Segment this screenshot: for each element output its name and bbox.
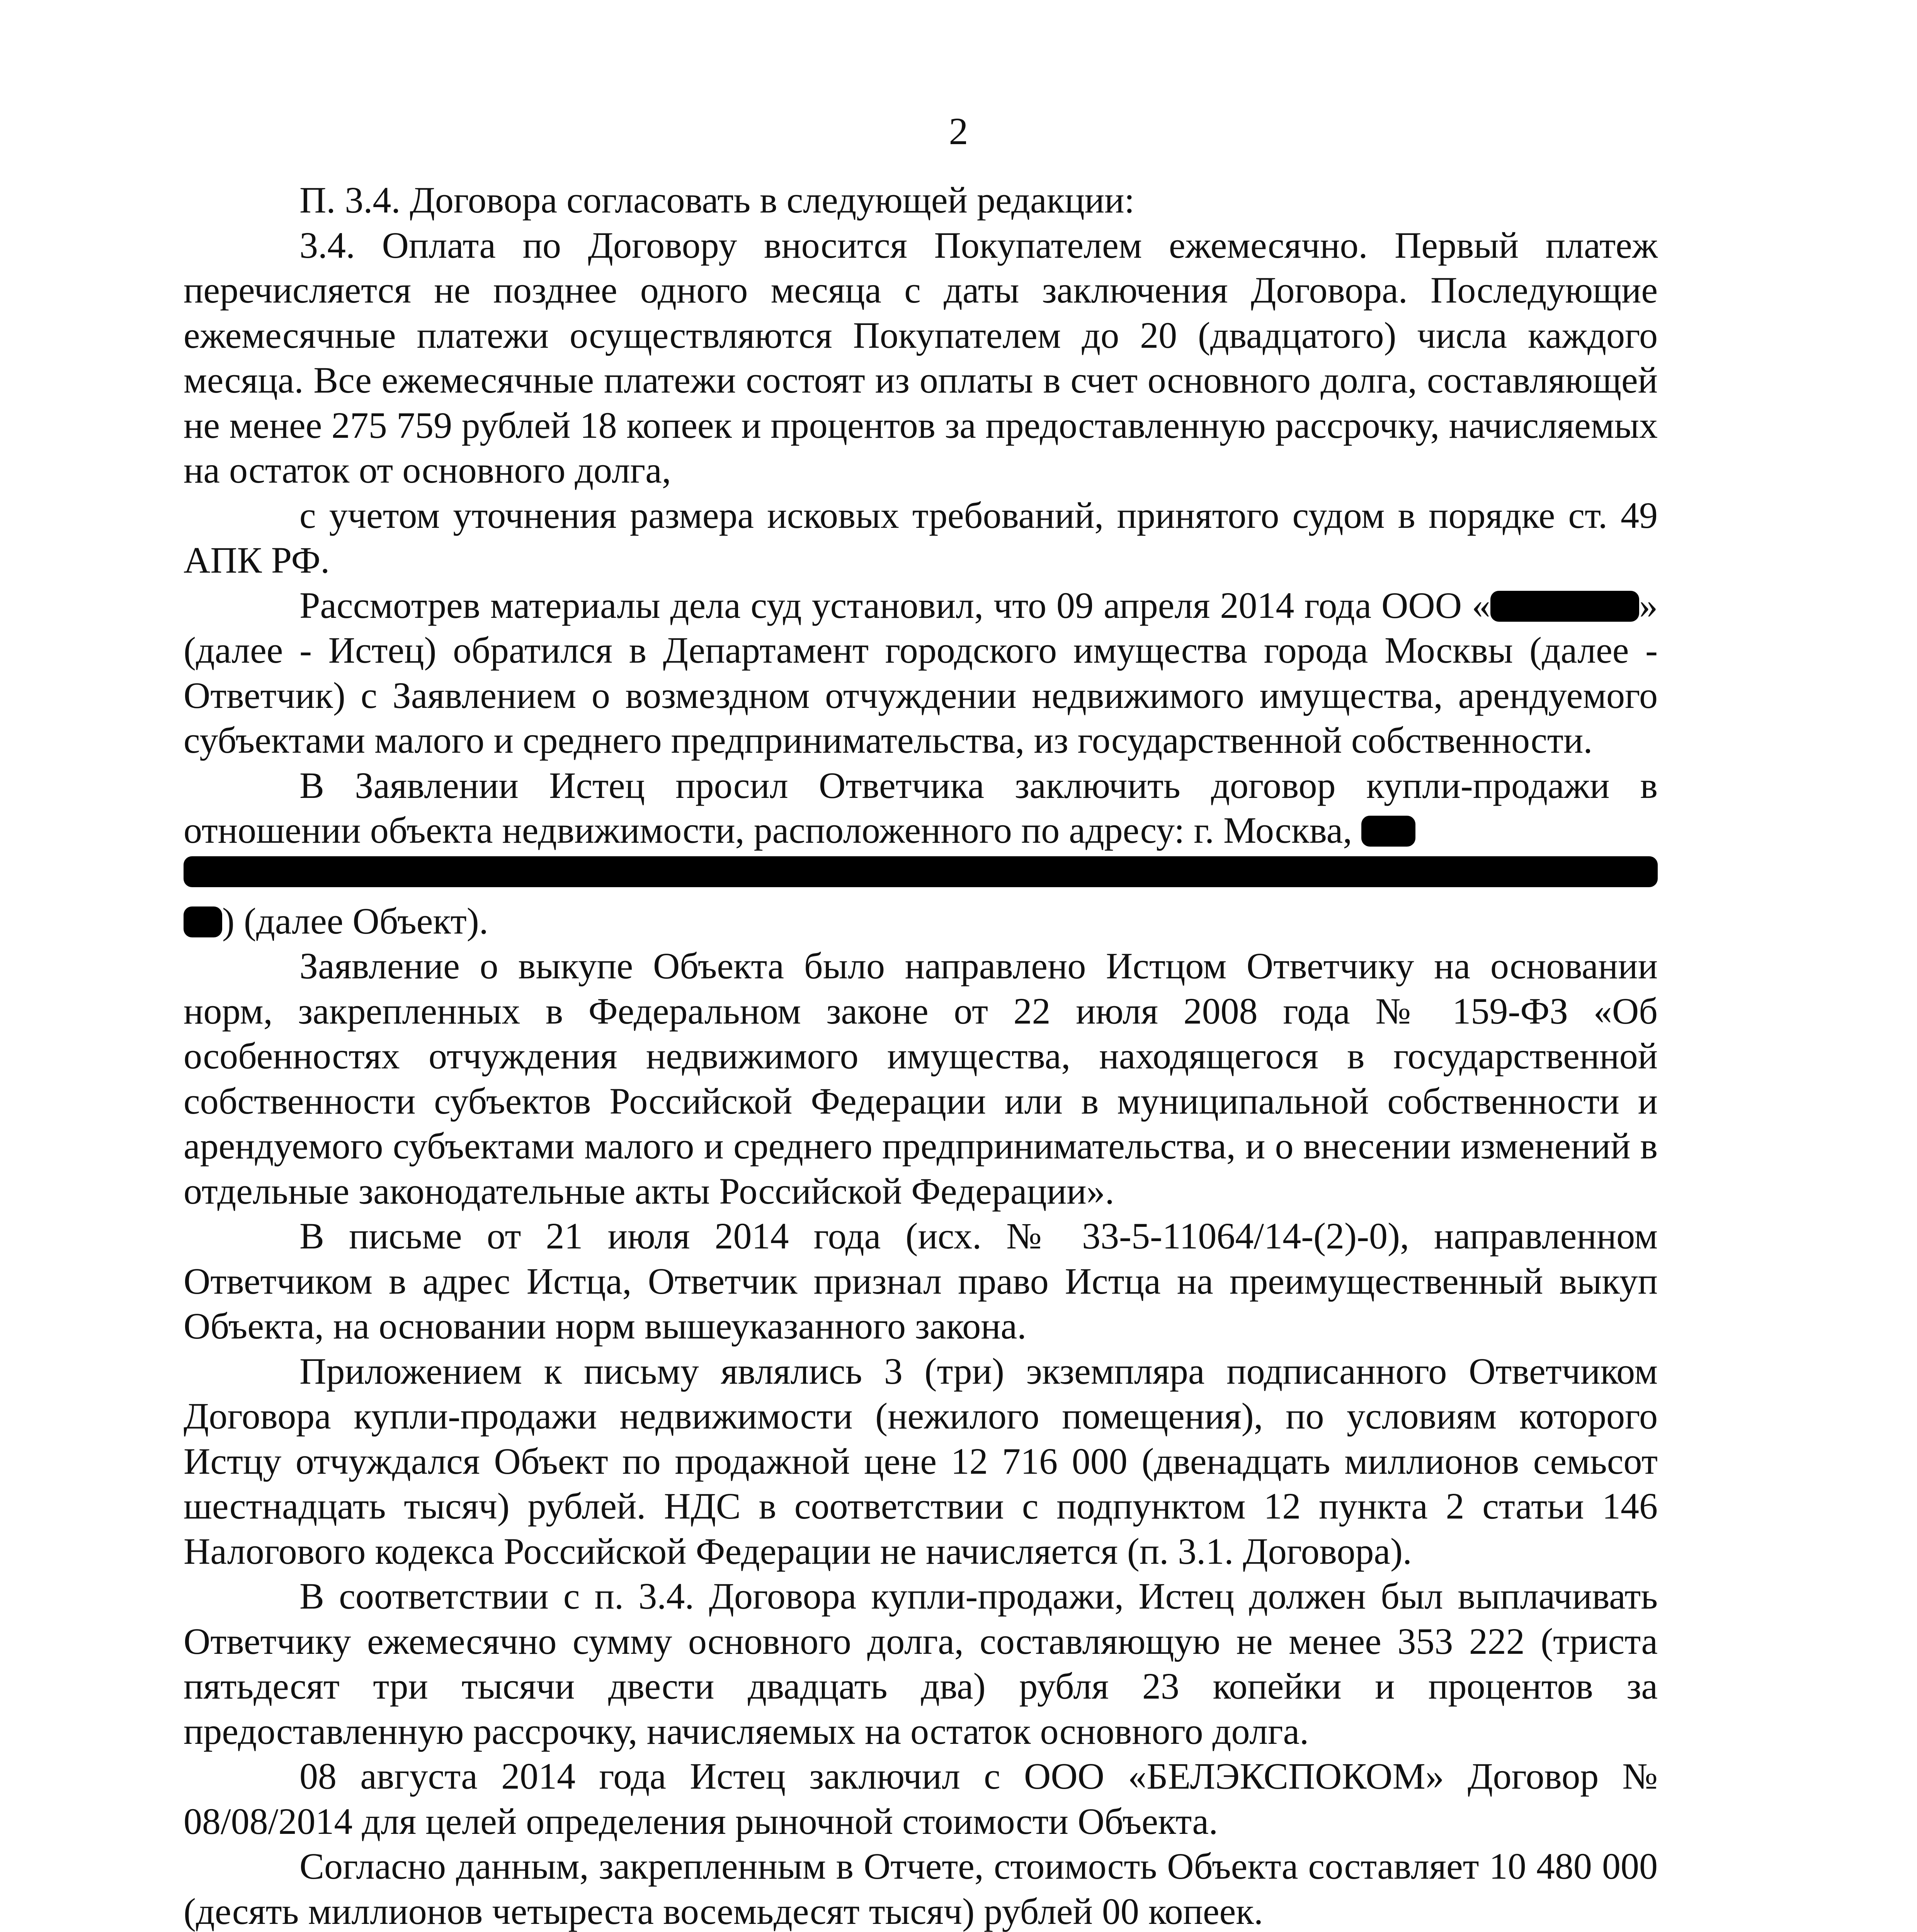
redaction-address-start (1361, 816, 1415, 847)
redaction-address-line (184, 856, 1658, 887)
redaction-address-end (184, 906, 222, 937)
paragraph-claims-clarification: с учетом уточнения размера исковых требований, принятого судом в порядке ст. 49 АПК РФ. (184, 494, 1658, 581)
application-text-start: В Заявлении Истец просил Ответчика заключить договор купли-продажи в отношении объекта недвижимости, расположенного по адресу: г. Москва, (184, 764, 1658, 851)
paragraph-letter-response: В письме от 21 июля 2014 года (исх. № 33-5-11064/14-(2)-0), направленном Ответчиком в адрес Истца, Ответчик признал право Истца на преимущественный выкуп Объекта, на основании норм вышеуказанного закона. (184, 1215, 1658, 1347)
paragraph-buyout-basis: Заявление о выкупе Объекта было направлено Истцом Ответчику на основании норм, закрепленных в Федеральном законе от 22 июля 2008 года № 159-ФЗ «Об особенностях отчуждения недвижимого имущества, находящегося в государственной собственности субъектов Российской Федерации или в муниципальной собственности и арендуемого субъектами малого и среднего предпринимательства, и о внесении изменений в отдельные законодательные акты Российской Федерации». (184, 945, 1658, 1212)
application-text-end: ) (далее Объект). (222, 900, 488, 942)
paragraph-application-end (184, 899, 1658, 944)
paragraph-clause-3-4: 3.4. Оплата по Договору вносится Покупателем ежемесячно. Первый платеж перечисляется не позднее одного месяца с даты заключения Договора. Последующие ежемесячные платежи осуществляются Покупателем до 20 (двадцатого) числа каждого месяца. Все ежемесячные платежи состоят из оплаты в счет основного долга, составляющей не менее 275 759 рублей 18 копеек и процентов за предоставленную рассрочку, начисляемых на остаток от основного долга, (184, 224, 1658, 491)
page-number: 2 (949, 110, 968, 153)
paragraph-letter-attachment: Приложением к письму являлись 3 (три) экземпляра подписанного Ответчиком Договора купли-продажи недвижимости (нежилого помещения), по условиям которого Истцу отчуждался Объект по продажной цене 12 716 000 (двенадцать миллионов семьсот шестнадцать тысяч) рублей. НДС в соответствии с подпунктом 12 пункта 2 статьи 146 Налогового кодекса Российской Федерации не начисляется (п. 3.1. Договора). (184, 1350, 1658, 1572)
redaction-company-name (1490, 591, 1639, 622)
court-findings-text-start: Рассмотрев материалы дела суд установил, что 09 апреля 2014 года ООО « (299, 584, 1490, 626)
paragraph-valuation-report: Согласно данным, закрепленным в Отчете, стоимость Объекта составляет 10 480 000 (десять миллионов четыреста восемьдесят тысяч) рублей 00 копеек. (184, 1845, 1658, 1932)
paragraph-application (184, 763, 1658, 853)
paragraph-court-findings (184, 583, 1658, 763)
paragraph-payment-terms: В соответствии с п. 3.4. Договора купли-продажи, Истец должен был выплачивать Ответчику ежемесячно сумму основного долга, составляющую не менее 353 222 (триста пятьдесят три тысячи двести двадцать два) рубля 23 копейки и процентов за предоставленную рассрочку, начисляемых на остаток основного долга. (184, 1575, 1658, 1752)
court-findings-text-end: » (далее - Истец) обратился в Департамент городского имущества города Москвы (далее - Ответчик) с Заявлением о возмездном отчуждении недвижимого имущества, арендуемого субъектами малого и среднего предпринимательства, из государственной собственности. (184, 584, 1658, 761)
paragraph-valuation-contract: 08 августа 2014 года Истец заключил с ООО «БЕЛЭКСПОКОМ» Договор № 08/08/2014 для целей определения рыночной стоимости Объекта. (184, 1755, 1658, 1842)
paragraph-clause-intro: П. 3.4. Договора согласовать в следующей редакции: (299, 179, 1135, 221)
document-body (184, 178, 1658, 1932)
